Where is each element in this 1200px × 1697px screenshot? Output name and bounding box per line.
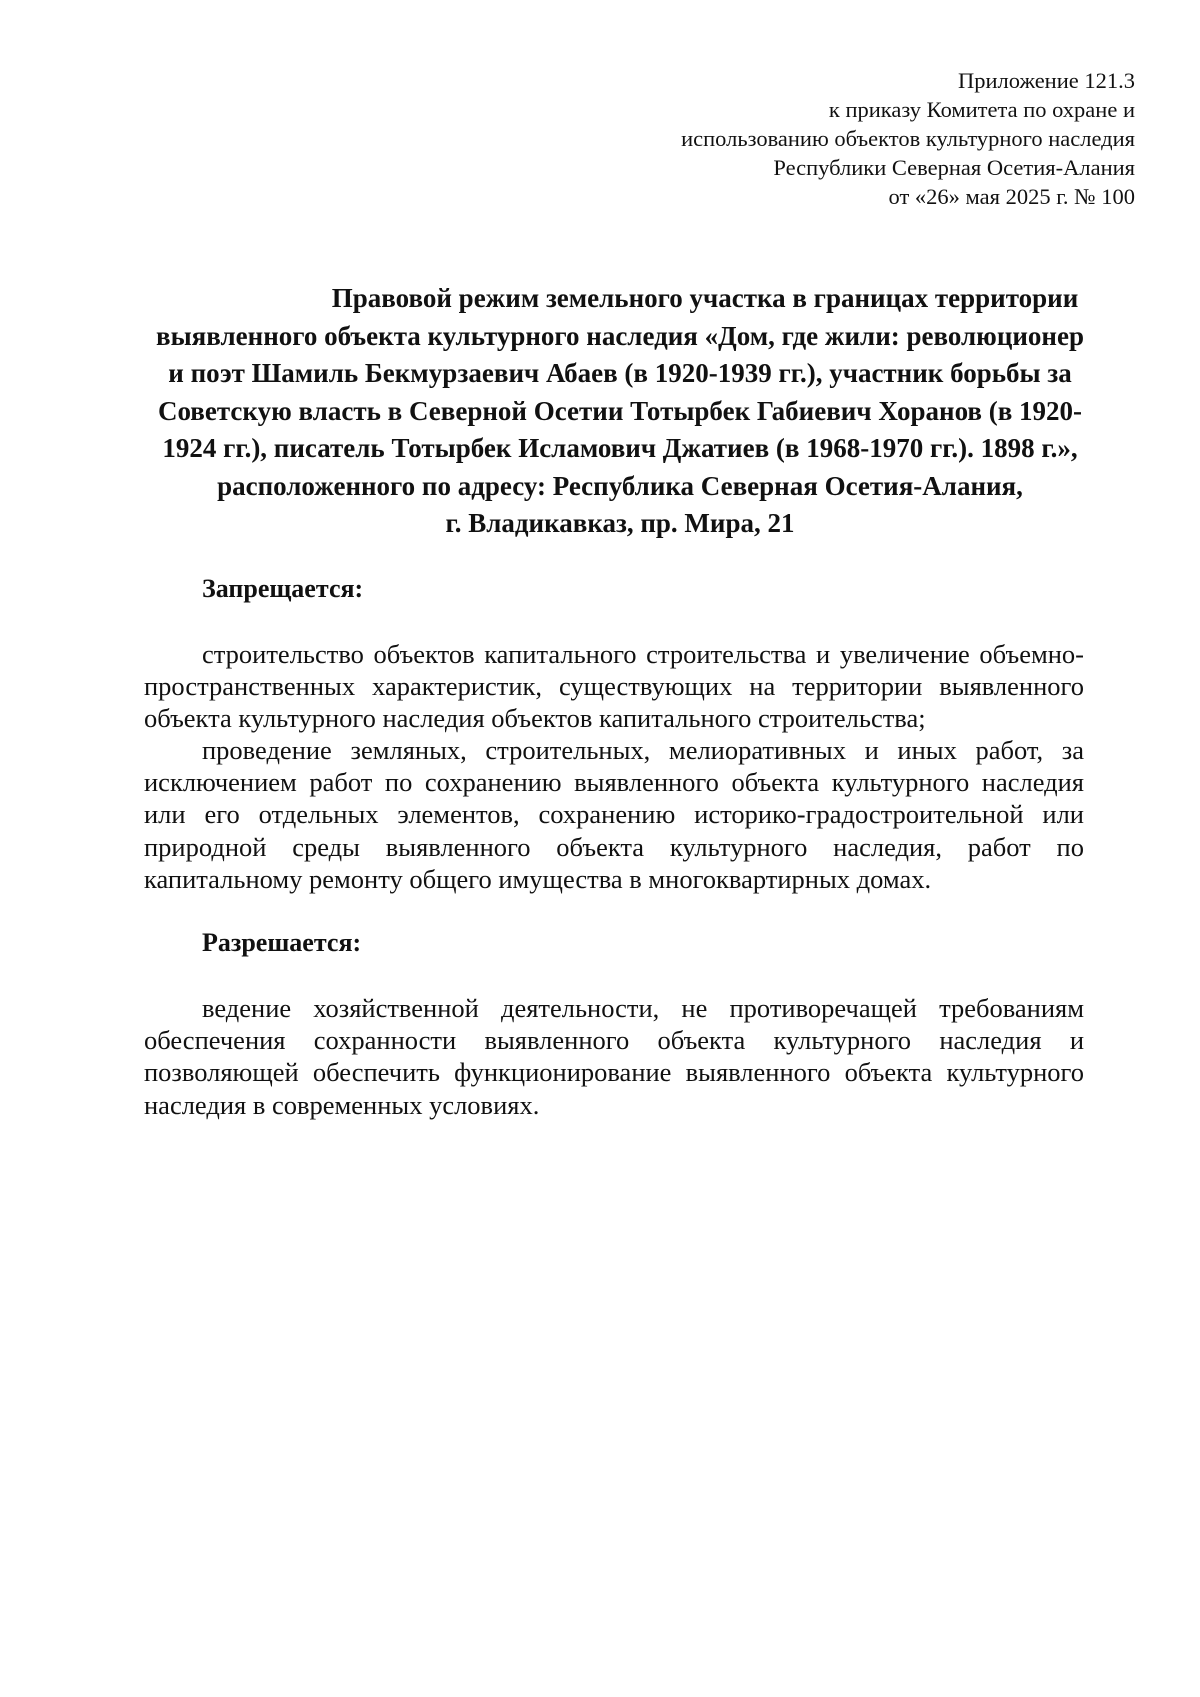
appendix-block bbox=[681, 66, 1135, 211]
allowed-item-economic-activity: ведение хозяйственной деятельности, не противоречащей требованиям обеспечения сохранности выявленного объекта культурного наследия и позволяющей обеспечить функционирование выявленного объекта культурного наследия в современных условиях. bbox=[144, 993, 1084, 1120]
appendix-number: Приложение 121.3 bbox=[957, 68, 1135, 93]
appendix-committee-line: использованию объектов культурного наследия bbox=[681, 126, 1135, 151]
title-line: выявленного объекта культурного наследия «Дом, где жили: революционер bbox=[156, 320, 1084, 351]
prohibited-heading: Запрещается: bbox=[202, 574, 364, 603]
document-title bbox=[140, 280, 1100, 543]
title-line: г. Владикавказ, пр. Мира, 21 bbox=[445, 508, 795, 538]
appendix-date-line: от «26» мая 2025 г. № 100 bbox=[888, 184, 1135, 209]
appendix-republic-line: Республики Северная Осетия-Алания bbox=[773, 155, 1135, 180]
allowed-heading: Разрешается: bbox=[202, 928, 362, 957]
appendix-order-line: к приказу Комитета по охране и bbox=[828, 97, 1135, 122]
prohibited-item-works: проведение земляных, строительных, мелиоративных и иных работ, за исключением работ по сохранению выявленного объекта культурного наследия или его отдельных элементов, сохранению историко-градостроительной или природной среды выявленного объекта культурного наследия, работ по капитальному ремонту общего имущества в многоквартирных домах. bbox=[144, 735, 1084, 894]
title-line: Правовой режим земельного участка в границах территории bbox=[331, 283, 1079, 313]
title-line: и поэт Шамиль Бекмурзаевич Абаев (в 1920-1939 гг.), участник борьбы за bbox=[168, 358, 1072, 388]
prohibited-item-construction: строительство объектов капитального строительства и увеличение объемно-пространственных характеристик, существующих на территории выявленного объекта культурного наследия объектов капитального строительства; bbox=[144, 639, 1084, 734]
title-line: расположенного по адресу: Республика Северная Осетия-Алания, bbox=[217, 470, 1023, 501]
title-line: Советскую власть в Северной Осетии Тотырбек Габиевич Хоранов (в 1920- bbox=[157, 395, 1083, 426]
title-line: 1924 гг.), писатель Тотырбек Исламович Джатиев (в 1968-1970 гг.). 1898 г.», bbox=[162, 433, 1078, 463]
